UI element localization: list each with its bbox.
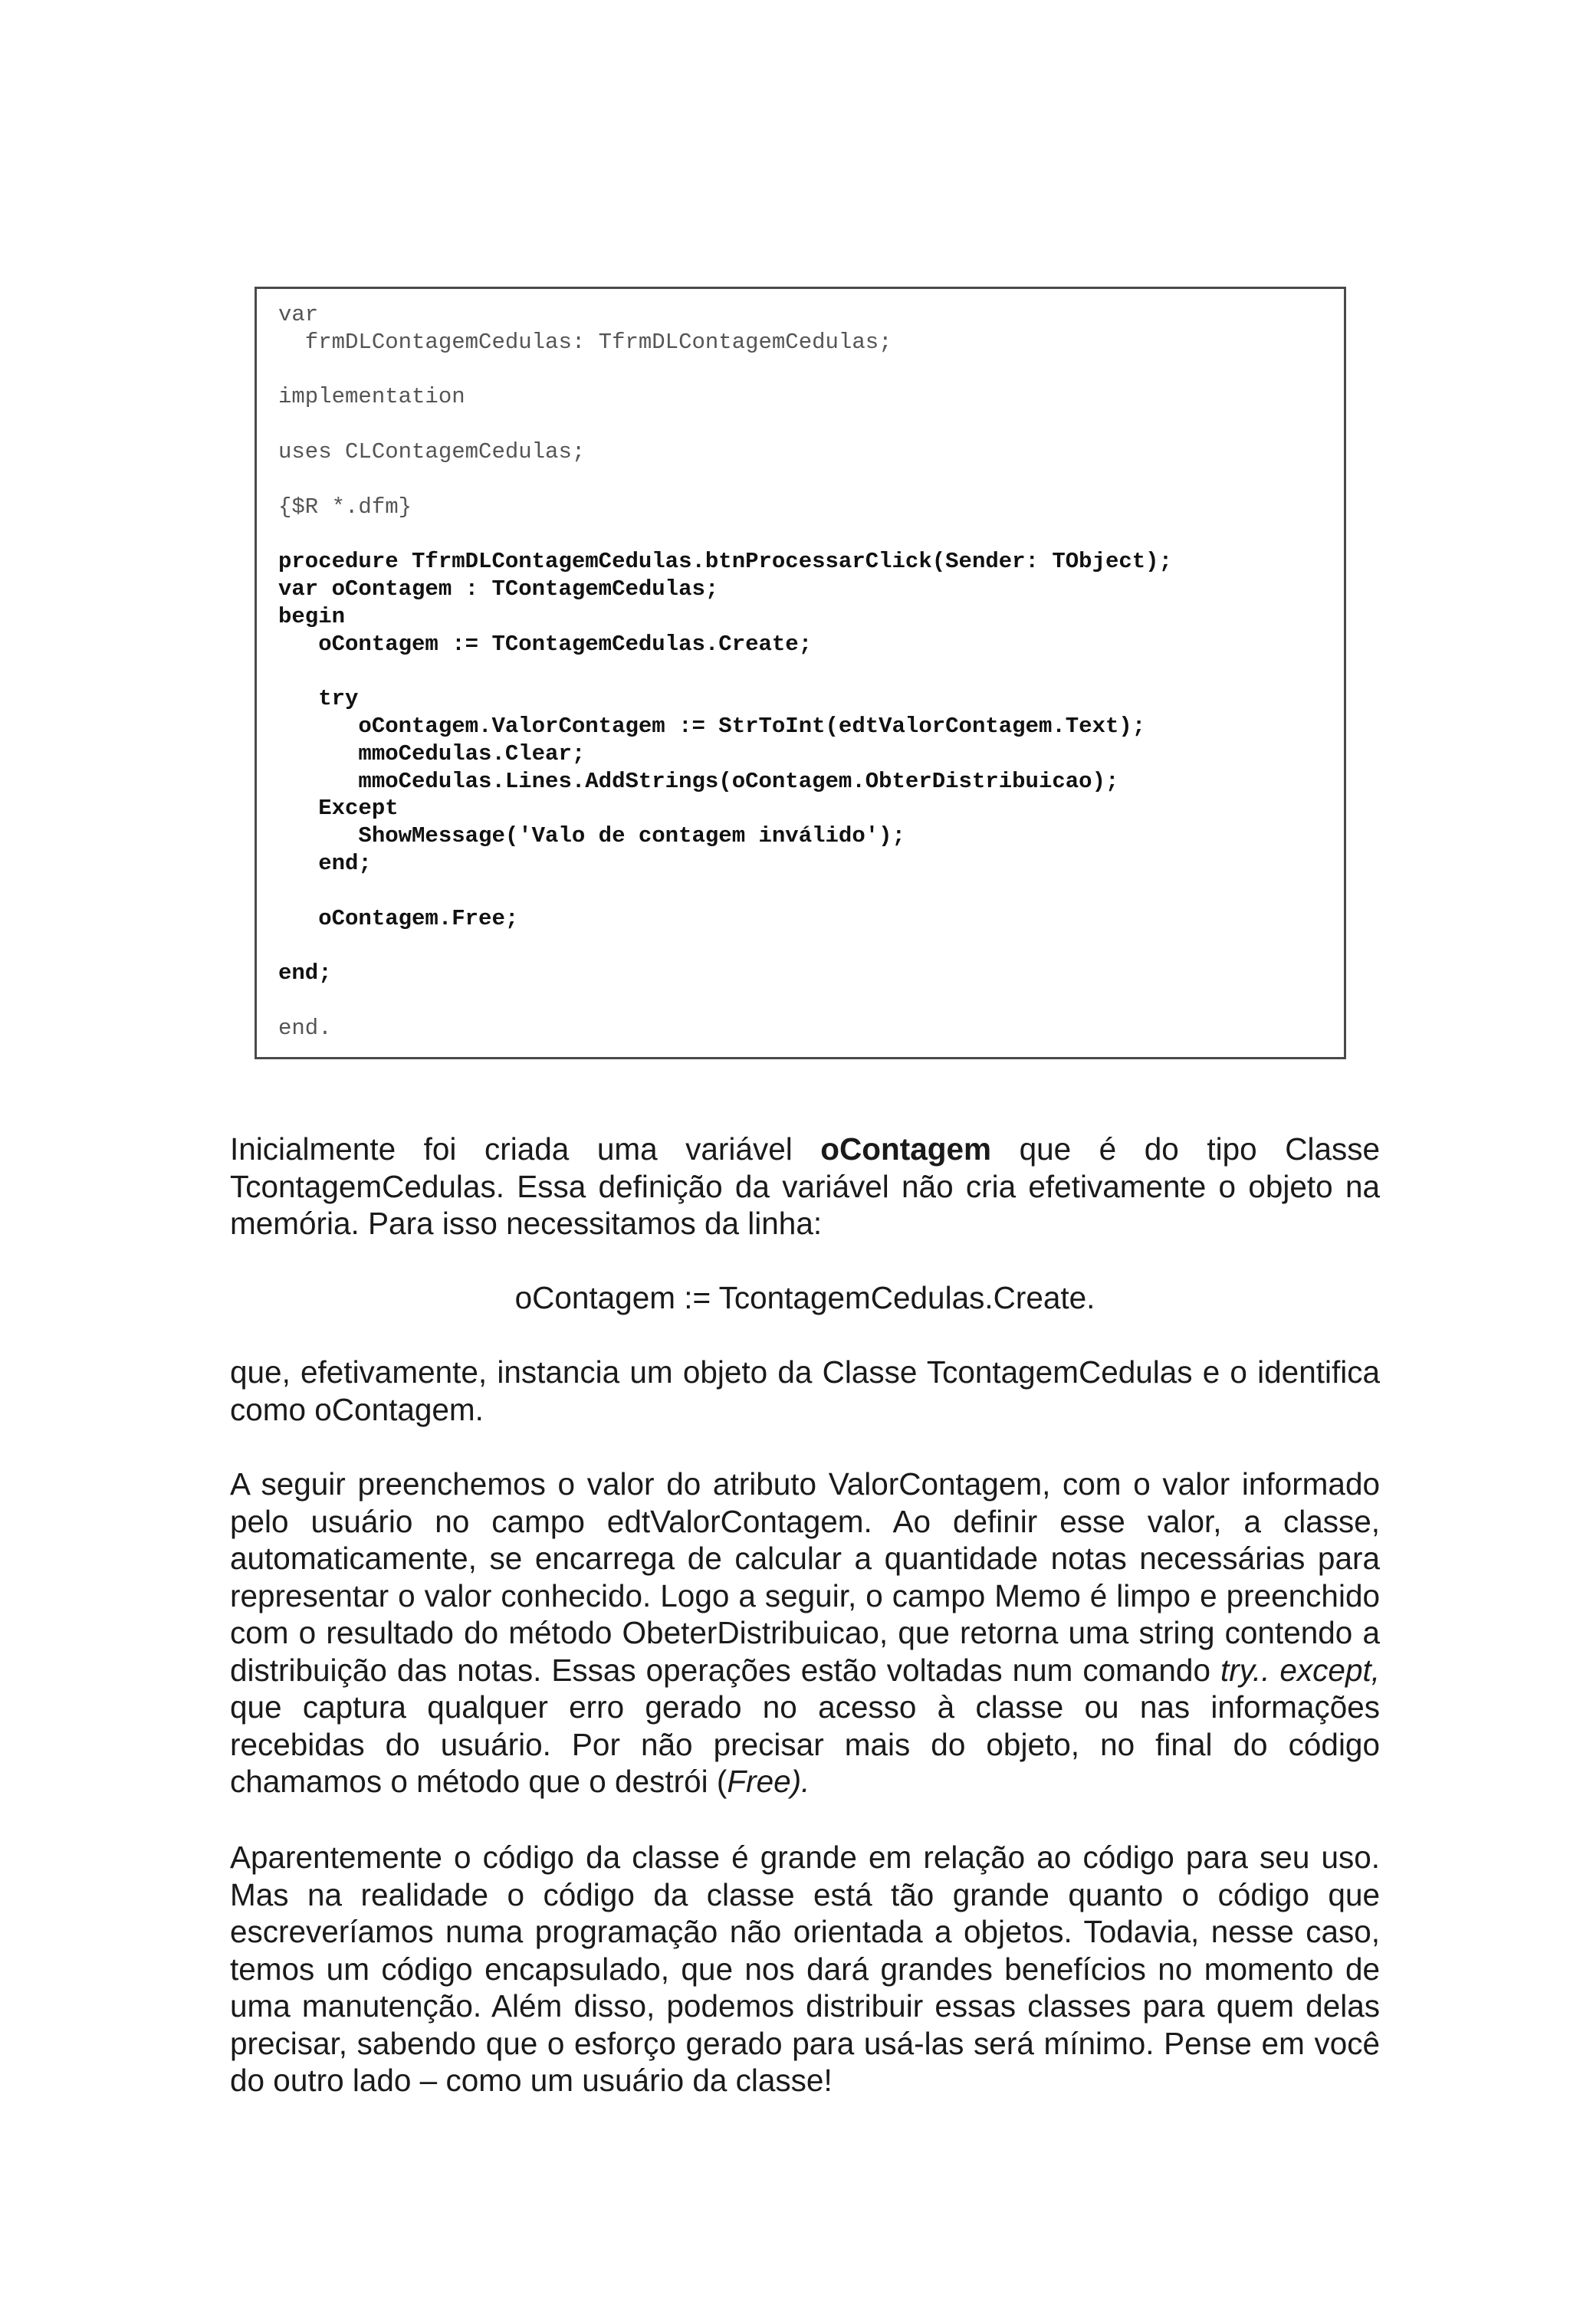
code-line: frmDLContagemCedulas: TfrmDLContagemCedulas;	[278, 329, 892, 355]
code-line: begin	[278, 603, 346, 629]
code-line: uses CLContagemCedulas;	[278, 438, 586, 464]
code-line	[278, 987, 1344, 1015]
code-line: oContagem := TContagemCedulas.Create;	[278, 631, 813, 657]
paragraph-preenchemos-part2: que captura qualquer erro gerado no acesso à classe ou nas informações recebidas do usuário. Por não precisar mais do objeto, no final do código chamamos o método que o destrói (	[230, 1689, 1380, 1799]
code-line	[278, 658, 1344, 685]
code-line: end.	[278, 1015, 332, 1041]
paragraph-intro	[230, 1131, 1380, 1242]
code-line: var oContagem : TContagemCedulas;	[278, 576, 719, 602]
paragraph-instancia-text: que, efetivamente, instancia um objeto da Classe TcontagemCedulas e o identifica como oContagem.	[230, 1354, 1380, 1427]
code-line	[278, 932, 1344, 960]
code-listing	[255, 287, 1346, 1059]
code-line: procedure TfrmDLContagemCedulas.btnProcessarClick(Sender: TObject);	[278, 549, 1172, 575]
code-line	[278, 520, 1344, 548]
paragraph-aparentemente-text: Aparentemente o código da classe é grande em relação ao código para seu uso. Mas na realidade o código da classe está tão grande quanto o código que escreveríamos numa programação não orientada a objetos. Todavia, nesse caso, temos um código encapsulado, que nos dará grandes benefícios no momento de uma manutenção. Além disso, podemos distribuir essas classes para quem delas precisar, sabendo que o esforço gerado para usá-las será mínimo. Pense em você do outro lado – como um usuário da classe!	[230, 1840, 1380, 2098]
code-line	[278, 878, 1344, 905]
paragraph-aparentemente	[230, 1839, 1380, 2099]
code-line: end;	[278, 850, 372, 876]
code-line: end;	[278, 960, 332, 986]
paragraph-instancia	[230, 1354, 1380, 1428]
code-line	[278, 411, 1344, 438]
code-line: mmoCedulas.Clear;	[278, 740, 586, 766]
code-line: Except	[278, 796, 399, 822]
create-statement: oContagem := TcontagemCedulas.Create.	[514, 1280, 1095, 1315]
code-line: oContagem.ValorContagem := StrToInt(edtValorContagem.Text);	[278, 713, 1146, 739]
code-line: try	[278, 686, 359, 712]
code-line	[278, 356, 1344, 384]
code-line: {$R *.dfm}	[278, 494, 412, 520]
code-line: mmoCedulas.Lines.AddStrings(oContagem.ObterDistribuicao);	[278, 768, 1119, 794]
code-line: var	[278, 302, 319, 327]
code-line: implementation	[278, 384, 465, 410]
code-line: oContagem.Free;	[278, 905, 519, 931]
intro-text-before: Inicialmente foi criada uma variável	[230, 1131, 821, 1167]
paragraph-preenchemos	[230, 1466, 1380, 1800]
intro-text-after: que é do tipo Classe TcontagemCedulas. Essa definição da variável não cria efetivamente o objeto na memória. Para isso necessitamos da linha:	[230, 1131, 1380, 1241]
try-except-italic: try.. except,	[1220, 1652, 1380, 1688]
code-line: ShowMessage('Valo de contagem inválido');	[278, 823, 905, 849]
variable-name-bold: oContagem	[820, 1131, 992, 1167]
free-italic: Free).	[727, 1764, 810, 1799]
code-line	[278, 466, 1344, 494]
paragraph-preenchemos-part1: A seguir preenchemos o valor do atributo ValorContagem, com o valor informado pelo usuário no campo edtValorContagem. Ao definir esse valor, a classe, automaticamente, se encarrega de calcular a quantidade notas necessárias para representar o valor conhecido. Logo a seguir, o campo Memo é limpo e preenchido com o resultado do método ObeterDistribuicao, que retorna uma string contendo a distribuição das notas. Essas operações estão voltadas num comando	[230, 1466, 1380, 1688]
